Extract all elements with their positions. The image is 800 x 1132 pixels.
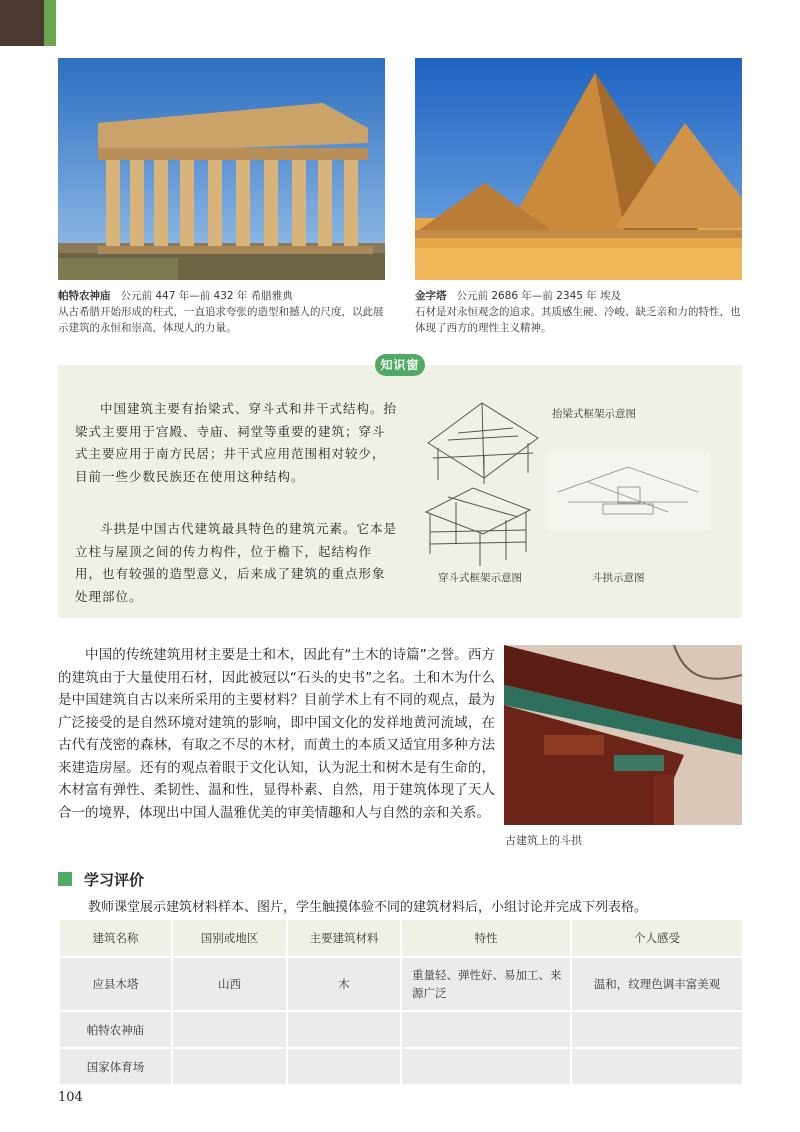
table-cell-empty[interactable] xyxy=(172,1048,287,1085)
dougong-diagram-label: 斗拱示意图 xyxy=(592,572,645,584)
parthenon-caption-desc: 从古希腊开始形成的柱式，一直追求夸张的造型和撼人的尺度，以此展示建筑的永恒和崇高，体现人的力量。 xyxy=(58,306,384,334)
table-header-region: 国别或地区 xyxy=(172,919,287,957)
ancient-building-dougong-photo xyxy=(504,645,742,825)
table-cell-empty[interactable] xyxy=(172,1011,287,1048)
section-header xyxy=(58,868,144,890)
knowledge-paragraph-structures: 中国建筑主要有抬梁式、穿斗式和井干式结构。抬梁式主要用于宫殿、寺庙、祠堂等重要的建筑；穿斗式主要应用于南方民居；井干式应用范围相对较少，目前一些少数民族还在使用这种结构。 xyxy=(75,401,398,484)
section-square-icon xyxy=(58,872,72,886)
chuandou-diagram-label: 穿斗式框架示意图 xyxy=(438,572,522,584)
table-cell-empty[interactable] xyxy=(571,1048,743,1085)
table-cell: 木 xyxy=(287,957,401,1011)
table-cell-empty[interactable] xyxy=(571,1011,743,1048)
table-cell: 国家体育场 xyxy=(59,1048,172,1085)
table-header-material: 主要建筑材料 xyxy=(287,919,401,957)
table-cell-empty[interactable] xyxy=(287,1011,401,1048)
pyramid-caption-title: 金字塔 xyxy=(415,290,447,302)
table-cell: 重量轻、弹性好、易加工、来源广泛 xyxy=(401,957,571,1011)
parthenon-caption-title: 帕特农神庙 xyxy=(58,290,111,302)
parthenon-photo xyxy=(58,58,385,280)
pyramid-photo xyxy=(415,58,742,280)
table-row xyxy=(59,957,743,1011)
table-header-properties: 特性 xyxy=(401,919,571,957)
section-title: 学习评价 xyxy=(84,870,145,889)
pyramid-caption-desc: 石材是对永恒观念的追求。其质感生硬、冷峻、缺乏亲和力的特性，也体现了西方的理性主义精神。 xyxy=(415,306,741,334)
table-cell: 山西 xyxy=(172,957,287,1011)
evaluation-instruction: 教师课堂展示建筑材料样本、图片，学生触摸体验不同的建筑材料后，小组讨论并完成下列表格。 xyxy=(88,900,648,915)
table-row xyxy=(59,1048,743,1085)
knowledge-paragraph-dougong: 斗拱是中国古代建筑最具特色的建筑元素。它本是立柱与屋顶之间的传力构件，位于檐下，起结构作用，也有较强的造型意义，后来成了建筑的重点形象处理部位。 xyxy=(75,521,398,604)
table-cell: 帕特农神庙 xyxy=(59,1011,172,1048)
table-cell-empty[interactable] xyxy=(287,1048,401,1085)
pyramid-caption xyxy=(415,288,745,336)
evaluation-table xyxy=(58,918,744,1086)
table-cell-empty[interactable] xyxy=(401,1011,571,1048)
table-header-row xyxy=(59,919,743,957)
table-row xyxy=(59,1011,743,1048)
parthenon-caption-meta: 公元前 447 年—前 432 年 希腊雅典 xyxy=(120,290,293,302)
pyramid-caption-meta: 公元前 2686 年—前 2345 年 埃及 xyxy=(456,290,622,302)
dougong-diagram xyxy=(548,452,710,530)
corner-accent-strip xyxy=(44,0,56,46)
table-header-feeling: 个人感受 xyxy=(571,919,743,957)
table-header-name: 建筑名称 xyxy=(59,919,172,957)
parthenon-caption xyxy=(58,288,388,336)
table-cell: 应县木塔 xyxy=(59,957,172,1011)
dougong-photo-caption: 古建筑上的斗拱 xyxy=(505,834,582,847)
chuandou-frame-diagram xyxy=(418,482,536,568)
tailiang-diagram-label: 抬梁式框架示意图 xyxy=(552,408,636,420)
knowledge-window-badge: 知识窗 xyxy=(375,354,425,376)
tailiang-frame-diagram xyxy=(418,398,546,486)
table-cell-empty[interactable] xyxy=(401,1048,571,1085)
main-body-paragraph: 中国的传统建筑用材主要是土和木，因此有“土木的诗篇”之誉。西方的建筑由于大量使用石材，因此被冠以“石头的史书”之名。土和木为什么是中国建筑自古以来所采用的主要材料？目前学术上有不同的观点，最为广泛接受的是自然环境对建筑的影响，即中国文化的发祥地黄河流域，在古代有茂密的森林，有取之不尽的木材，而黄土的本质又适宜用多种方法来建造房屋。还有的观点着眼于文化认知，认为泥土和树木是有生命的，木材富有弹性、柔韧性、温和性，显得朴素、自然，用于建筑体现了天人合一的境界，体现出中国人温雅优美的审美情趣和人与自然的亲和关系。 xyxy=(58,647,495,821)
table-cell: 温和，纹理色调丰富美观 xyxy=(571,957,743,1011)
page-number: 104 xyxy=(58,1090,83,1105)
corner-decoration xyxy=(0,0,44,46)
